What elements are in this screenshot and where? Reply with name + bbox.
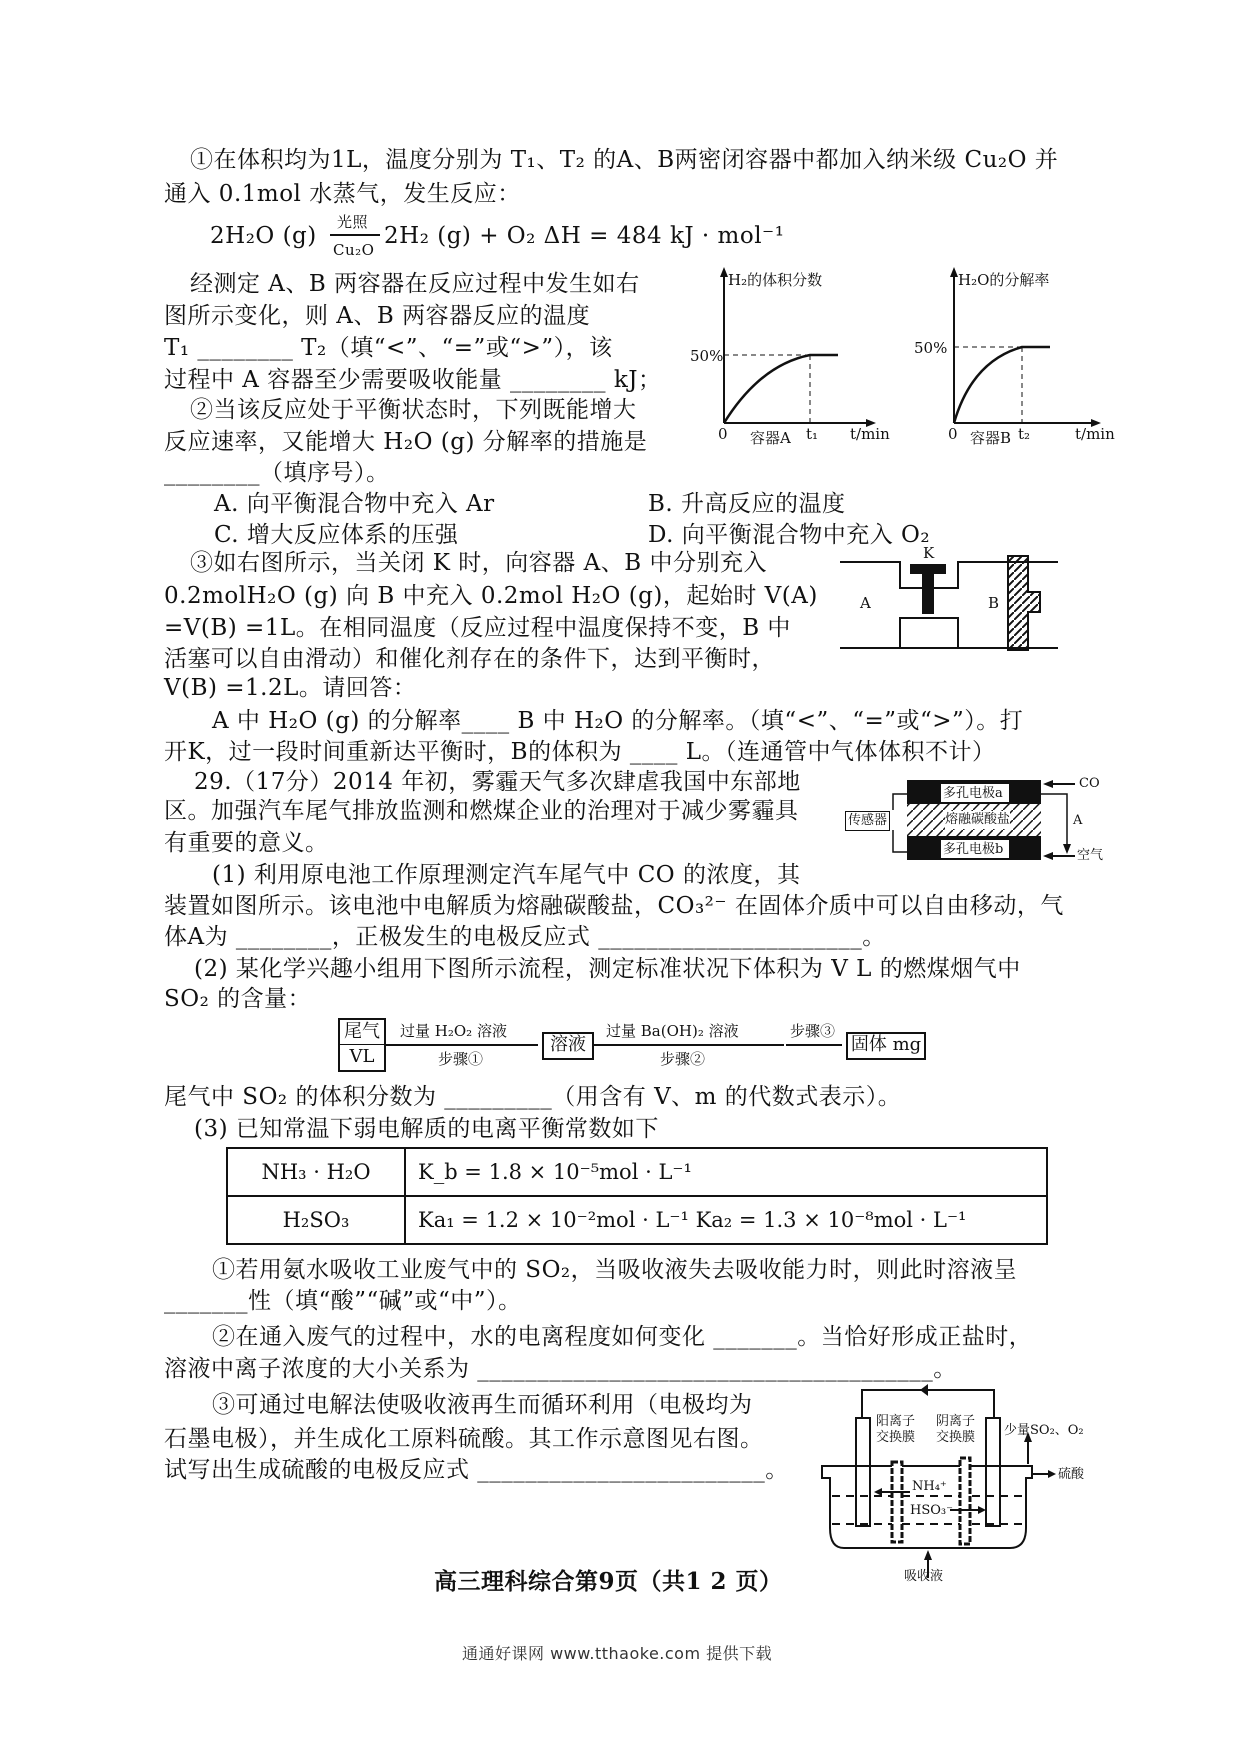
flow-step1-reagent: 过量 H₂O₂ 溶液 [400,1022,507,1040]
fuel-cell-diagram [843,770,1105,864]
chart-b-tick: 50% [914,339,948,357]
q29-3-3-line-3: 试写出生成硫酸的电极反应式 ________________________。 [164,1457,789,1483]
sulfuric-acid-label: 硫酸 [1058,1467,1085,1482]
q28-p2-3: ________（填序号）。 [164,460,390,486]
table-row [227,1196,1047,1244]
chart-b-xlabel: t/min [1075,425,1115,443]
flow-start-box [338,1018,386,1072]
q29-intro-3: 有重要的意义。 [164,830,329,856]
option-b: B. 升高反应的温度 [648,491,846,517]
page-footer: 高三理科综合第9页（共1 2 页） [434,1568,783,1595]
chart-a-ylabel: H₂的体积分数 [728,271,823,289]
ammonium-label: NH₄⁺ [912,1479,947,1494]
flow-start-line1: 尾气 [344,1021,380,1042]
chart-a-tick: 50% [690,347,724,365]
option-d: D. 向平衡混合物中充入 O₂ [648,522,931,548]
chart-b-t: t₂ [1018,425,1031,443]
co-label: CO [1079,776,1100,791]
flow-step1-label: 步骤① [438,1050,484,1068]
q29-1-line-1: (1) 利用原电池工作原理测定汽车尾气中 CO 的浓度，其 [212,862,801,888]
equation-condition-top: 光照 [337,213,369,231]
chart-b-ylabel: H₂O的分解率 [958,271,1050,289]
flow-start-line2: VL [340,1044,384,1069]
q28-p2-2: 反应速率，又能增大 H₂O (g) 分解率的措施是 [164,429,648,455]
equation-condition-bottom: Cu₂O [333,241,375,259]
q29-3-3-line-2: 石墨电极），并生成化工原料硫酸。其工作示意图见右图。 [164,1426,764,1452]
absorbent-label: 吸收液 [904,1569,944,1584]
chart-a-t: t₁ [806,425,819,443]
q29-2-line-1: (2) 某化学兴趣小组用下图所示流程，测定标准状况下体积为 V L 的燃煤烟气中 [194,956,1021,982]
flowchart [338,1018,938,1074]
q28-line-1: ①在体积均为1L，温度分别为 T₁、T₂ 的A、B两密闭容器中都加入纳米级 Cu₂O 并 [190,147,1059,173]
flow-arrow-2 [594,1044,784,1046]
flow-step2-label: 步骤② [660,1050,706,1068]
q29-1-line-2: 装置如图所示。该电池中电解质为熔融碳酸盐，CO₃²⁻ 在固体介质中可以自由移动，气 [164,893,1064,919]
gas-a-label: A [1073,813,1083,828]
flow-solid-box: 固体 mg [846,1032,926,1060]
flow-solution-box: 溶液 [542,1032,594,1060]
equation-right: 2H₂ (g) + O₂ ΔH = 484 kJ · mol⁻¹ [384,223,785,249]
flow-arrow-3 [786,1044,842,1046]
equation-left: 2H₂O (g) [210,223,317,249]
vessel-graphic [838,548,1060,656]
q29-3-1-line-1: ①若用氨水吸收工业废气中的 SO₂，当吸收液失去吸收能力时，则此时溶液呈 [212,1257,1018,1283]
vessel-b-label: B [988,594,1000,612]
table-cell: H₂SO₃ [227,1196,405,1244]
vessel-diagram [838,544,1060,656]
electrode-a-label: 多孔电极a [943,786,1003,801]
cation-membrane-label: 阳离子 交换膜 [876,1414,916,1445]
q28-p3-3: =V(B) =1L。在相同温度（反应过程中温度保持不变，B 中 [164,615,791,641]
flow-step3-label: 步骤③ [790,1022,836,1040]
q29-3-1-line-2: _______性（填“酸”“碱”或“中”）。 [164,1288,522,1314]
q29-3-intro: (3) 已知常温下弱电解质的电离平衡常数如下 [194,1116,659,1142]
table-cell: K_b = 1.8 × 10⁻⁵mol · L⁻¹ [405,1148,1047,1196]
q28-p1-1: 经测定 A、B 两容器在反应过程中发生如右 [190,271,640,297]
option-a: A. 向平衡混合物中充入 Ar [214,491,495,517]
electrode-b-label: 多孔电极b [943,842,1004,857]
chart-container-b [910,265,1115,447]
flow-arrow-1 [386,1044,538,1046]
q29-intro-2: 区。加强汽车尾气排放监测和燃煤企业的治理对于减少雾霾具 [164,798,799,824]
q28-p1-4: 过程中 A 容器至少需要吸收能量 ________ kJ； [164,367,662,393]
q29-3-3-line-1: ③可通过电解法使吸收液再生而循环利用（电极均为 [212,1392,753,1418]
flow-step2-reagent: 过量 Ba(OH)₂ 溶液 [606,1022,739,1040]
electrolyte-label: 熔融碳酸盐 [945,812,1011,827]
valve-k-label: K [923,544,935,562]
q28-line-2: 通入 0.1mol 水蒸气，发生反应： [164,181,521,207]
chart-a-caption: 容器A [750,429,791,447]
electrolysis-diagram [820,1378,1120,1588]
air-label: 空气 [1077,848,1104,863]
q28-p4-2: 开K，过一段时间重新达平衡时，B的体积为 ____ L。（连通管中气体体积不计） [164,739,996,765]
chart-a-xlabel: t/min [850,425,890,443]
q29-2-answer-line: 尾气中 SO₂ 的体积分数为 _________（用含有 V、m 的代数式表示）。 [164,1084,902,1110]
q28-p3-1: ③如右图所示，当关闭 K 时，向容器 A、B 中分别充入 [190,550,767,576]
vessel-a-label: A [860,594,871,612]
chart-a-origin: 0 [718,425,728,443]
table-cell: Ka₁ = 1.2 × 10⁻²mol · L⁻¹ Ka₂ = 1.3 × 10⁻⁸mol · L⁻¹ [405,1196,1047,1244]
q29-2-line-2: SO₂ 的含量： [164,986,312,1012]
gas-output-label: 少量SO₂、O₂ [1004,1423,1084,1438]
chart-container-a [690,265,890,445]
q28-p2-1: ②当该反应处于平衡状态时，下列既能增大 [190,397,637,423]
table-cell: NH₃ · H₂O [227,1148,405,1196]
q28-p3-2: 0.2molH₂O (g) 向 B 中充入 0.2mol H₂O (g)，起始时 V(A) [164,583,818,609]
option-c: C. 增大反应体系的压强 [214,522,459,548]
q29-1-line-3: 体A为 ________，正极发生的电极反应式 ______________________。 [164,924,886,950]
anion-membrane-label: 阴离子 交换膜 [936,1414,976,1445]
bisulfite-label: HSO₃⁻ [910,1503,953,1518]
q28-p3-5: V(B) =1.2L。请回答： [164,675,417,701]
q28-p4-1: A 中 H₂O (g) 的分解率____ B 中 H₂O 的分解率。（填“<”、“=”或“>”）。打 [212,708,1024,734]
q28-p1-3: T₁ ________ T₂（填“<”、“=”或“>”），该 [164,335,613,361]
table-row [227,1148,1047,1196]
ionization-constant-table [226,1147,1048,1245]
q28-p3-4: 活塞可以自由滑动）和催化剂存在的条件下，达到平衡时， [164,646,775,672]
sensor-label: 传感器 [845,811,890,831]
q28-p1-2: 图所示变化，则 A、B 两容器反应的温度 [164,303,591,329]
q29-intro-1: 29.（17分）2014 年初，雾霾天气多次肆虐我国中东部地 [194,769,801,795]
q29-3-2-line-1: ②在通入废气的过程中，水的电离程度如何变化 _______。当恰好形成正盐时， [212,1324,1033,1350]
q29-3-2-line-2: 溶液中离子浓度的大小关系为 ______________________________________。 [164,1356,957,1382]
watermark: 通通好课网 www.tthaoke.com 提供下载 [462,1644,773,1663]
chart-b-caption: 容器B [970,429,1012,447]
chart-b-origin: 0 [948,425,958,443]
